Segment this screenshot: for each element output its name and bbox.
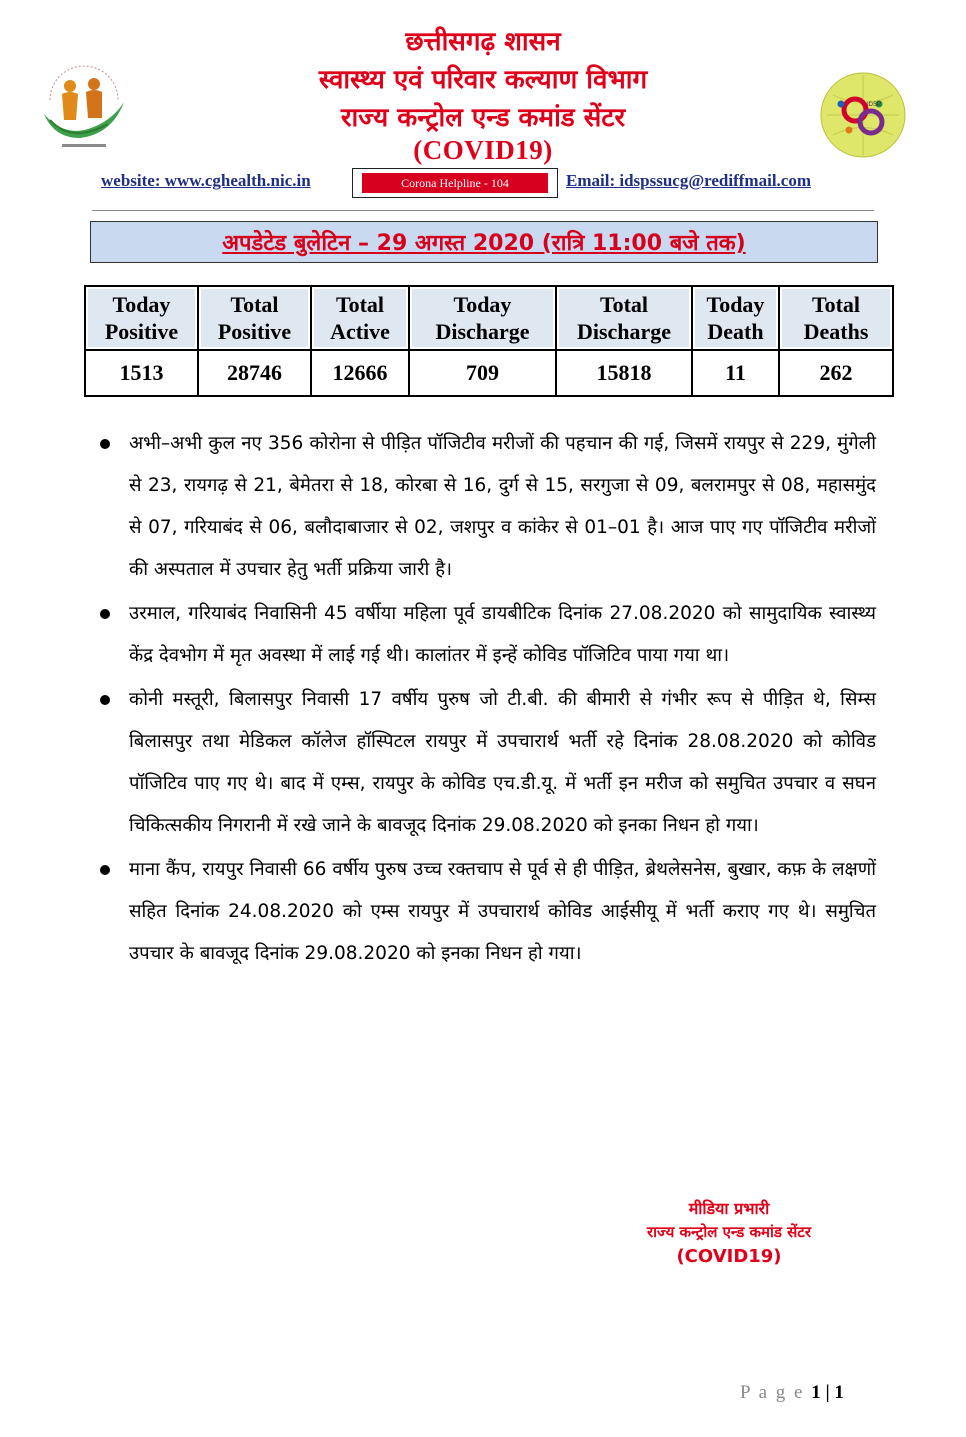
bulletin-point-text: अभी–अभी कुल नए 356 कोरोना से पीड़ित पॉजिटीव मरीजों की पहचान की गई, जिसमें रायपुर से 229, मुंगेली से 23, रायगढ़ से 21, बेमेतरा से 18, कोरबा से 16, दुर्ग से 15, सरगुजा से 09, बलरामपुर से 08, महासमुंद से 07, गरियाबंद से 06, बलौदाबाजार से 02, जशपुर व कांकेर से 01–01 है। आज पाए गए पॉजिटीव मरीजों की अस्पताल में उपचार हेतु भर्ती प्रक्रिया जारी है। <box>129 433 876 580</box>
signature-office: राज्य कन्ट्रोल एन्ड कमांड सेंटर <box>647 1223 811 1241</box>
idsp-logo <box>817 70 909 160</box>
covid-stats-table <box>84 285 894 397</box>
value-total-discharge: 15818 <box>556 350 692 396</box>
bulletin-point-text: उरमाल, गरियाबंद निवासिनी 45 वर्षीया महिला पूर्व डायबीटिक दिनांक 27.08.2020 को सामुदायिक स्वास्थ्य केंद्र देवभोग में मृत अवस्था में लाई गई थी। कालांतर में इन्हें कोविड पॉजिटिव पाया गया था। <box>129 603 876 666</box>
website-link[interactable]: website: www.cghealth.nic.in <box>101 171 311 190</box>
header-government-title: छत्तीसगढ़ शासन <box>405 27 561 57</box>
value-total-deaths: 262 <box>779 350 893 396</box>
header-today-positive: Today Positive <box>85 286 198 350</box>
value-today-death: 11 <box>692 350 779 396</box>
email-link[interactable]: Email: idspssucg@rediffmail.com <box>566 171 811 190</box>
page-number <box>740 1382 844 1404</box>
value-today-discharge: 709 <box>409 350 556 396</box>
bulletin-points <box>100 423 876 977</box>
value-total-active: 12666 <box>311 350 409 396</box>
header-total-discharge: Total Discharge <box>556 286 692 350</box>
svg-text:IDSP: IDSP <box>867 102 882 108</box>
signature-designation: मीडिया प्रभारी <box>688 1199 770 1218</box>
stats-header-row <box>85 286 893 350</box>
page-count: 1 | 1 <box>811 1382 844 1403</box>
bulletin-point <box>100 849 876 975</box>
bulletin-title: अपडेटेड बुलेटिन – 29 अगस्त 2020 (रात्रि 11:00 बजे तक) <box>222 231 746 256</box>
header-command-center-title: राज्य कन्ट्रोल एन्ड कमांड सेंटर <box>340 103 626 133</box>
bulletin-point <box>100 593 876 677</box>
helpline-box <box>352 168 558 198</box>
bulletin-point <box>100 679 876 847</box>
bullet-dot-icon <box>100 695 110 705</box>
bulletin-point-text: कोनी मस्तूरी, बिलासपुर निवासी 17 वर्षीय पुरुष जो टी.बी. की बीमारी से गंभीर रूप से पीड़ित थे, सिम्स बिलासपुर तथा मेडिकल कॉलेज हॉस्पिटल रायपुर में उपचारार्थ भर्ती रहे दिनांक 28.08.2020 को कोविड पॉजिटिव पाए गए थे। बाद में एम्स, रायपुर के कोविड एच.डी.यू. में भर्ती इन मरीज को समुचित उपचार व सघन चिकित्सकीय निगरानी में रखे जाने के बावजूद दिनांक 29.08.2020 को इनका निधन हो गया। <box>129 689 876 836</box>
value-total-positive: 28746 <box>198 350 311 396</box>
signature-covid: (COVID19) <box>676 1246 782 1267</box>
header-covid-title: (COVID19) <box>413 135 553 165</box>
bullet-dot-icon <box>100 439 110 449</box>
header-total-deaths: Total Deaths <box>779 286 893 350</box>
header-today-discharge: Today Discharge <box>409 286 556 350</box>
header-department-title: स्वास्थ्य एवं परिवार कल्याण विभाग <box>318 65 648 95</box>
bullet-dot-icon <box>100 865 110 875</box>
stats-value-row <box>85 350 893 396</box>
header-total-positive: Total Positive <box>198 286 311 350</box>
header-today-death: Today Death <box>692 286 779 350</box>
helpline-label: Corona Helpline - 104 <box>362 173 548 193</box>
page-label: P a g e <box>740 1382 805 1403</box>
header-divider <box>92 210 874 211</box>
header-total-active: Total Active <box>311 286 409 350</box>
bulletin-point-text: माना कैंप, रायपुर निवासी 66 वर्षीय पुरुष उच्च रक्तचाप से पूर्व से ही पीड़ित, ब्रेथलेसनेस, बुखार, कफ़ के लक्षणों सहित दिनांक 24.08.2020 को एम्स रायपुर में उपचारार्थ कोविड आईसीयू में भर्ती कराए गए थे। समुचित उपचार के बावजूद दिनांक 29.08.2020 को इनका निधन हो गया। <box>129 859 876 964</box>
bulletin-point <box>100 423 876 591</box>
bulletin-title-box <box>90 221 878 263</box>
bullet-dot-icon <box>100 609 110 619</box>
value-today-positive: 1513 <box>85 350 198 396</box>
